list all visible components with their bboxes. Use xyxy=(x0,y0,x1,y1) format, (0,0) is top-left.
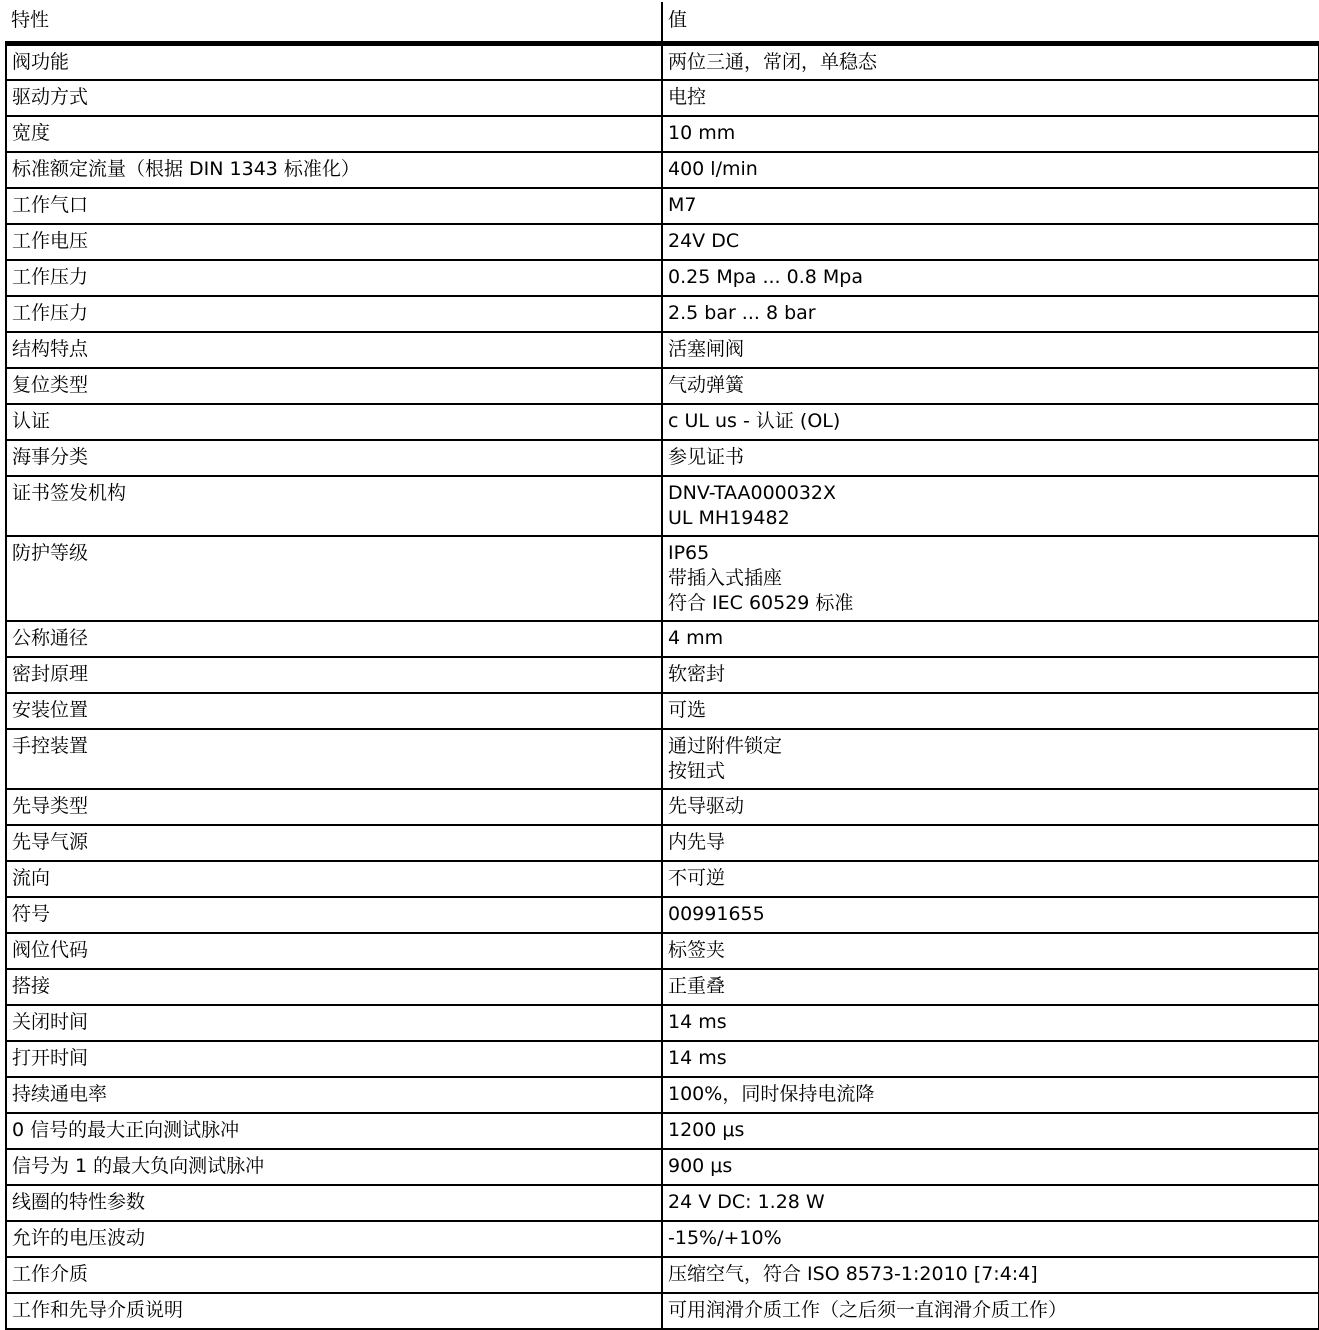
header-value: 值 xyxy=(662,2,1319,43)
value-cell: M7 xyxy=(662,188,1319,224)
value-cell: c UL us - 认证 (OL) xyxy=(662,404,1319,440)
value-cell: 00991655 xyxy=(662,897,1319,933)
table-row xyxy=(6,693,1319,729)
table-row xyxy=(6,116,1319,152)
value-cell: 2.5 bar ... 8 bar xyxy=(662,296,1319,332)
table-row xyxy=(6,825,1319,861)
property-cell: 安装位置 xyxy=(6,693,662,729)
spec-table xyxy=(5,2,1319,1330)
table-row xyxy=(6,1113,1319,1149)
value-cell: 内先导 xyxy=(662,825,1319,861)
table-row xyxy=(6,152,1319,188)
property-cell: 关闭时间 xyxy=(6,1005,662,1041)
property-cell: 宽度 xyxy=(6,116,662,152)
table-row xyxy=(6,897,1319,933)
table-row xyxy=(6,933,1319,969)
table-row xyxy=(6,260,1319,296)
table-row xyxy=(6,188,1319,224)
value-cell: 1200 μs xyxy=(662,1113,1319,1149)
property-cell: 复位类型 xyxy=(6,368,662,404)
value-cell: 10 mm xyxy=(662,116,1319,152)
table-row xyxy=(6,80,1319,116)
value-cell: 活塞闸阀 xyxy=(662,332,1319,368)
table-row xyxy=(6,1005,1319,1041)
table-row xyxy=(6,296,1319,332)
value-cell: 不可逆 xyxy=(662,861,1319,897)
table-row xyxy=(6,332,1319,368)
property-cell: 阀位代码 xyxy=(6,933,662,969)
table-row xyxy=(6,440,1319,476)
property-cell: 先导气源 xyxy=(6,825,662,861)
value-cell: 100%，同时保持电流降 xyxy=(662,1077,1319,1113)
value-cell: 通过附件锁定 按钮式 xyxy=(662,729,1319,789)
property-cell: 手控装置 xyxy=(6,729,662,789)
property-cell: 搭接 xyxy=(6,969,662,1005)
table-row xyxy=(6,621,1319,657)
property-cell: 海事分类 xyxy=(6,440,662,476)
value-cell: 0.25 Mpa ... 0.8 Mpa xyxy=(662,260,1319,296)
table-row xyxy=(6,657,1319,693)
property-cell: 标准额定流量（根据 DIN 1343 标准化） xyxy=(6,152,662,188)
table-row xyxy=(6,1041,1319,1077)
header-property: 特性 xyxy=(6,2,662,43)
table-row xyxy=(6,224,1319,260)
property-cell: 流向 xyxy=(6,861,662,897)
value-cell: 4 mm xyxy=(662,621,1319,657)
property-cell: 证书签发机构 xyxy=(6,476,662,536)
property-cell: 持续通电率 xyxy=(6,1077,662,1113)
table-row xyxy=(6,789,1319,825)
table-row xyxy=(6,1149,1319,1185)
property-cell: 先导类型 xyxy=(6,789,662,825)
value-cell: 参见证书 xyxy=(662,440,1319,476)
property-cell: 符号 xyxy=(6,897,662,933)
table-row xyxy=(6,969,1319,1005)
value-cell: 正重叠 xyxy=(662,969,1319,1005)
value-cell: -15%/+10% xyxy=(662,1221,1319,1257)
property-cell: 线圈的特性参数 xyxy=(6,1185,662,1221)
table-row xyxy=(6,536,1319,621)
property-cell: 工作压力 xyxy=(6,296,662,332)
property-cell: 工作介质 xyxy=(6,1257,662,1293)
property-cell: 工作电压 xyxy=(6,224,662,260)
table-row xyxy=(6,1257,1319,1293)
table-row xyxy=(6,729,1319,789)
table-row xyxy=(6,1077,1319,1113)
value-cell: 14 ms xyxy=(662,1005,1319,1041)
value-cell: 可选 xyxy=(662,693,1319,729)
value-cell: 气动弹簧 xyxy=(662,368,1319,404)
property-cell: 结构特点 xyxy=(6,332,662,368)
table-header-row xyxy=(6,2,1319,43)
property-cell: 工作压力 xyxy=(6,260,662,296)
table-row xyxy=(6,1293,1319,1329)
table-row xyxy=(6,1221,1319,1257)
table-row xyxy=(6,1185,1319,1221)
table-row xyxy=(6,861,1319,897)
value-cell: 24 V DC: 1.28 W xyxy=(662,1185,1319,1221)
property-cell: 公称通径 xyxy=(6,621,662,657)
value-cell: 14 ms xyxy=(662,1041,1319,1077)
property-cell: 信号为 1 的最大负向测试脉冲 xyxy=(6,1149,662,1185)
property-cell: 阀功能 xyxy=(6,43,662,80)
property-cell: 工作气口 xyxy=(6,188,662,224)
value-cell: 400 l/min xyxy=(662,152,1319,188)
value-cell: 压缩空气，符合 ISO 8573-1:2010 [7:4:4] xyxy=(662,1257,1319,1293)
property-cell: 认证 xyxy=(6,404,662,440)
property-cell: 驱动方式 xyxy=(6,80,662,116)
value-cell: 可用润滑介质工作（之后须一直润滑介质工作） xyxy=(662,1293,1319,1329)
property-cell: 0 信号的最大正向测试脉冲 xyxy=(6,1113,662,1149)
table-row xyxy=(6,43,1319,80)
value-cell: 900 μs xyxy=(662,1149,1319,1185)
property-cell: 允许的电压波动 xyxy=(6,1221,662,1257)
property-cell: 打开时间 xyxy=(6,1041,662,1077)
value-cell: 标签夹 xyxy=(662,933,1319,969)
value-cell: 电控 xyxy=(662,80,1319,116)
value-cell: 软密封 xyxy=(662,657,1319,693)
value-cell: DNV-TAA000032X UL MH19482 xyxy=(662,476,1319,536)
table-row xyxy=(6,476,1319,536)
value-cell: 24V DC xyxy=(662,224,1319,260)
property-cell: 防护等级 xyxy=(6,536,662,621)
table-row xyxy=(6,368,1319,404)
value-cell: 两位三通，常闭，单稳态 xyxy=(662,43,1319,80)
value-cell: 先导驱动 xyxy=(662,789,1319,825)
value-cell: IP65 带插入式插座 符合 IEC 60529 标准 xyxy=(662,536,1319,621)
property-cell: 密封原理 xyxy=(6,657,662,693)
table-row xyxy=(6,404,1319,440)
property-cell: 工作和先导介质说明 xyxy=(6,1293,662,1329)
